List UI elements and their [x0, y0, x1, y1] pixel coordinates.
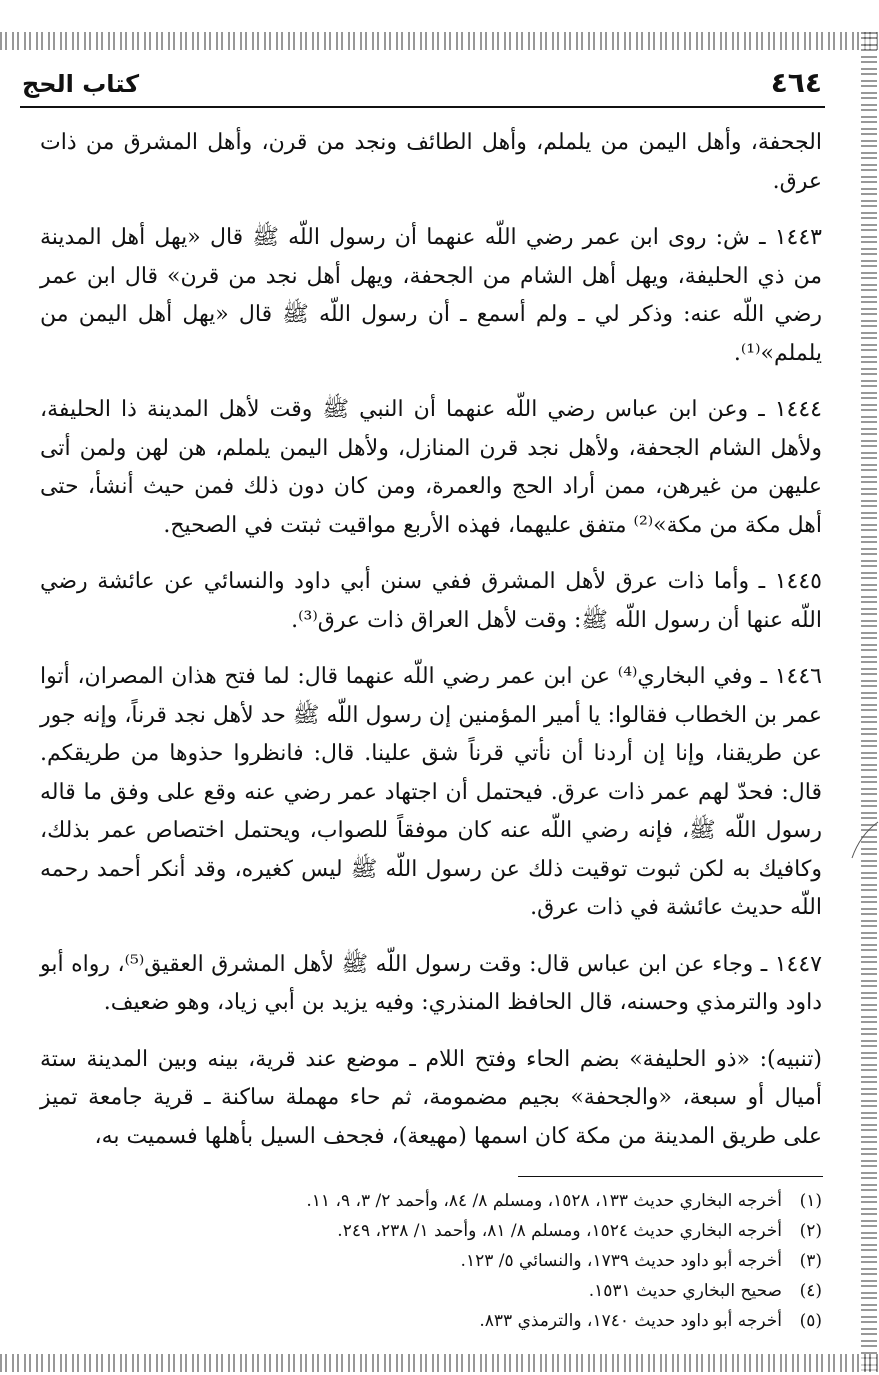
paragraph: الجحفة، وأهل اليمن من يلملم، وأهل الطائف ونجد من قرن، وأهل المشرق من ذات عرق.	[40, 130, 822, 194]
footnote-number: (٣)	[799, 1251, 822, 1271]
paragraph: ١٤٤٣ ـ ش: روى ابن عمر رضي اللّه عنهما أن رسول اللّه ﷺ قال «يهل أهل المدينة من ذي الحليفة، ويهل أهل الشام من الجحفة، ويهل أهل نجد من قرن» قال ابن عمر رضي اللّه عنه: وذكر لي ـ ولم أسمع ـ أن رسول اللّه ﷺ قال «يهل أهل اليمن من يلملم»⁽¹⁾.	[40, 225, 822, 366]
right-ornamental-border	[861, 32, 877, 1372]
footnote-item	[40, 1186, 822, 1216]
footnote-text: أخرجه أبو داود حديث ١٧٣٩، والنسائي ٥/ ١٢٣.	[460, 1251, 782, 1271]
footnote-item	[40, 1246, 822, 1276]
footnote-item	[40, 1276, 822, 1306]
footnote-number: (١)	[799, 1191, 822, 1211]
footnote-number: (٤)	[799, 1281, 822, 1301]
footnote-item	[40, 1216, 822, 1246]
header-divider	[20, 106, 825, 108]
paragraph: ١٤٤٥ ـ وأما ذات عرق لأهل المشرق ففي سنن أبي داود والنسائي عن عائشة رضي اللّه عنها أن رسول اللّه ﷺ: وقت لأهل العراق ذات عرق⁽³⁾.	[40, 569, 822, 633]
top-ornamental-border	[0, 32, 879, 50]
footnote-text: أخرجه أبو داود حديث ١٧٤٠، والترمذي ٨٣٣.	[479, 1311, 782, 1331]
main-text	[40, 124, 822, 1174]
footnote-number: (٢)	[799, 1221, 822, 1241]
page-header	[22, 66, 822, 106]
footnote-divider	[518, 1176, 823, 1177]
footnote-text: أخرجه البخاري حديث ١٥٢٤، ومسلم ٨/ ٨١، وأحمد ١/ ٢٣٨، ٢٤٩.	[337, 1221, 782, 1241]
footnote-item	[40, 1306, 822, 1336]
paragraph: ١٤٤٧ ـ وجاء عن ابن عباس قال: وقت رسول اللّه ﷺ لأهل المشرق العقيق⁽⁵⁾، رواه أبو داود والترمذي وحسنه، قال الحافظ المنذري: وفيه يزيد بن أبي زياد، وهو ضعيف.	[40, 951, 822, 1015]
footnotes	[40, 1186, 822, 1336]
margin-pen-mark	[850, 820, 879, 860]
footnote-number: (٥)	[799, 1311, 822, 1331]
page-number: ٤٦٤	[770, 66, 822, 99]
footnote-text: أخرجه البخاري حديث ١٣٣، ١٥٢٨، ومسلم ٨/ ٨٤، وأحمد ٢/ ٣، ٩، ١١.	[306, 1191, 782, 1211]
running-title: كتاب الحج	[22, 70, 140, 98]
paragraph: (تنبيه): «ذو الحليفة» بضم الحاء وفتح اللام ـ موضع عند قرية، بينه وبين المدينة ستة أميال أو سبعة، «والجحفة» بجيم مضمومة، ثم حاء مهملة ساكنة ـ قرية جامعة تميز على طريق المدينة من مكة كان اسمها (مهيعة)، فجحف السيل بأهلها فسميت به،	[40, 1046, 822, 1149]
paragraph: ١٤٤٦ ـ وفي البخاري⁽⁴⁾ عن ابن عمر رضي اللّه عنهما قال: لما فتح هذان المصران، أتوا عمر بن الخطاب فقالوا: يا أمير المؤمنين إن رسول اللّه ﷺ حد لأهل نجد قرناً، وإنه جور عن طريقنا، وإنا إن أردنا أن نأتي قرناً شق علينا. قال: فانظروا حذوها من طريقكم. قال: فحدّ لهم عمر ذات عرق. فيحتمل أن اجتهاد عمر رضي عنه وقع على وفق ما قاله رسول اللّه ﷺ، فإنه رضي اللّه عنه كان موفقاً للصواب، ويحتمل اختصاص عمر بذلك، وكافيك به لكن ثبوت توقيت ذلك عن رسول اللّه ﷺ ليس كغيره، وقد أنكر أحمد رحمه اللّه حديث عائشة في ذات عرق.	[40, 664, 822, 920]
footnote-text: صحيح البخاري حديث ١٥٣١.	[588, 1281, 782, 1301]
bottom-ornamental-border	[0, 1354, 879, 1372]
paragraph: ١٤٤٤ ـ وعن ابن عباس رضي اللّه عنهما أن النبي ﷺ وقت لأهل المدينة ذا الحليفة، ولأهل الشام الجحفة، ولأهل نجد قرن المنازل، ولأهل اليمن يلملم، هن لهن ولمن أتى عليهن من غيرهن، ممن أراد الحج والعمرة، ومن كان دون ذلك فمن حيث أنشأ، حتى أهل مكة من مكة»⁽²⁾ متفق عليهما، فهذه الأربع مواقيت ثبتت في الصحيح.	[40, 397, 822, 538]
